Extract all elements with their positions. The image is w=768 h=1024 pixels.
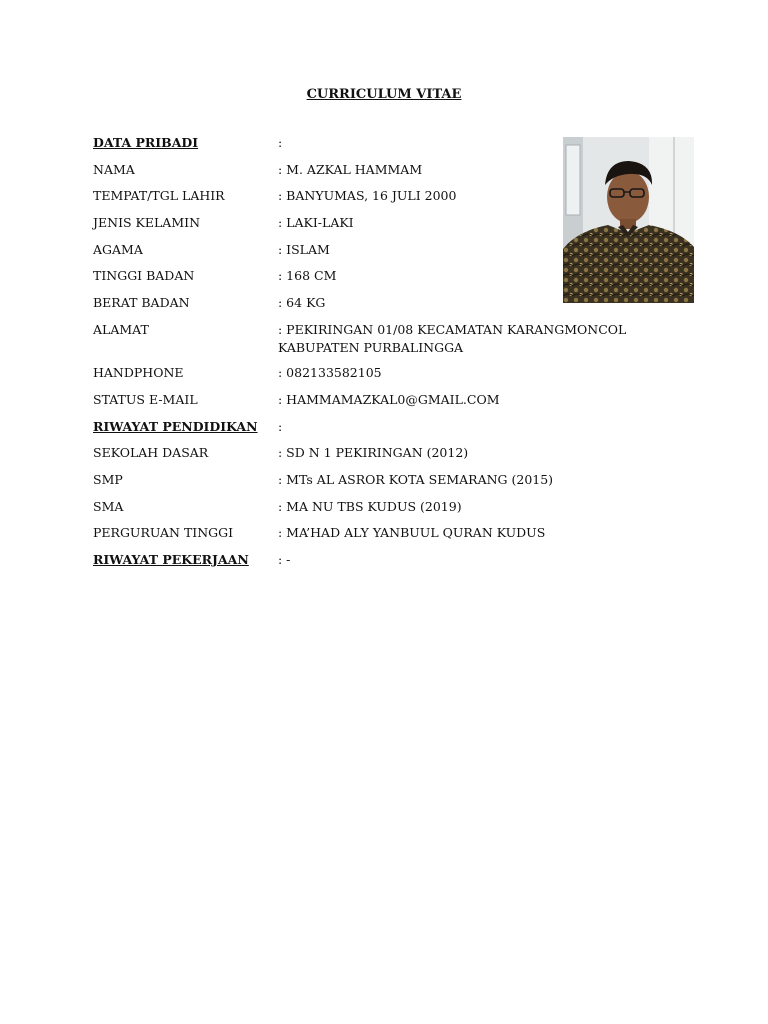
row-value: : MA’HAD ALY YANBUUL QURAN KUDUS — [278, 525, 546, 541]
row-value: : SD N 1 PEKIRINGAN (2012) — [278, 445, 469, 461]
row-riwayat-pendidikan — [93, 418, 653, 445]
document-title: CURRICULUM VITAE — [306, 87, 462, 102]
row-value — [278, 321, 648, 357]
row-label: ALAMAT — [93, 321, 149, 337]
row-perguruan-tinggi — [93, 524, 653, 551]
row-label: AGAMA — [93, 241, 143, 257]
row-label: PERGURUAN TINGGI — [93, 525, 234, 541]
section-heading-riwayat-pekerjaan: RIWAYAT PEKERJAAN — [93, 552, 249, 568]
row-value: : HAMMAMAZKAL0@GMAIL.COM — [278, 392, 500, 407]
row-value: : 082133582105 — [278, 365, 382, 381]
row-label: SMA — [93, 498, 124, 514]
row-value: : - — [278, 552, 291, 568]
row-status-email — [93, 391, 653, 418]
row-label: HANDPHONE — [93, 365, 184, 381]
row-label: JENIS KELAMIN — [93, 215, 201, 231]
portrait-photo-icon — [563, 137, 694, 303]
address-line-2: KABUPATEN PURBALINGGA — [278, 339, 464, 355]
section-heading-data-pribadi: DATA PRIBADI — [93, 135, 199, 150]
row-sekolah-dasar — [93, 444, 653, 471]
section-heading-riwayat-pendidikan: RIWAYAT PENDIDIKAN — [93, 418, 258, 434]
row-label: SEKOLAH DASAR — [93, 445, 209, 461]
row-label: TEMPAT/TGL LAHIR — [93, 188, 225, 204]
row-riwayat-pekerjaan — [93, 551, 653, 578]
row-label: TINGGI BADAN — [93, 268, 195, 284]
portrait-photo — [563, 137, 694, 303]
row-handphone — [93, 364, 653, 391]
row-value: : 168 CM — [278, 268, 337, 284]
row-value: : MTs AL ASROR KOTA SEMARANG (2015) — [278, 472, 554, 488]
row-value: : ISLAM — [278, 241, 330, 257]
row-value: : M. AZKAL HAMMAM — [278, 161, 423, 177]
row-value: : MA NU TBS KUDUS (2019) — [278, 498, 462, 514]
row-label: BERAT BADAN — [93, 295, 190, 311]
row-alamat — [93, 321, 653, 365]
row-label: STATUS E-MAIL — [93, 392, 198, 407]
row-smp — [93, 471, 653, 498]
row-value: : — [278, 418, 283, 434]
address-line-1: : PEKIRINGAN 01/08 KECAMATAN KARANGMONCOL — [278, 321, 627, 337]
row-label: NAMA — [93, 161, 135, 177]
row-value: : 64 KG — [278, 295, 326, 311]
row-sma — [93, 498, 653, 525]
row-label: SMP — [93, 472, 123, 488]
row-value: : — [278, 135, 283, 150]
row-value: : LAKI-LAKI — [278, 215, 354, 231]
row-value: : BANYUMAS, 16 JULI 2000 — [278, 188, 457, 204]
